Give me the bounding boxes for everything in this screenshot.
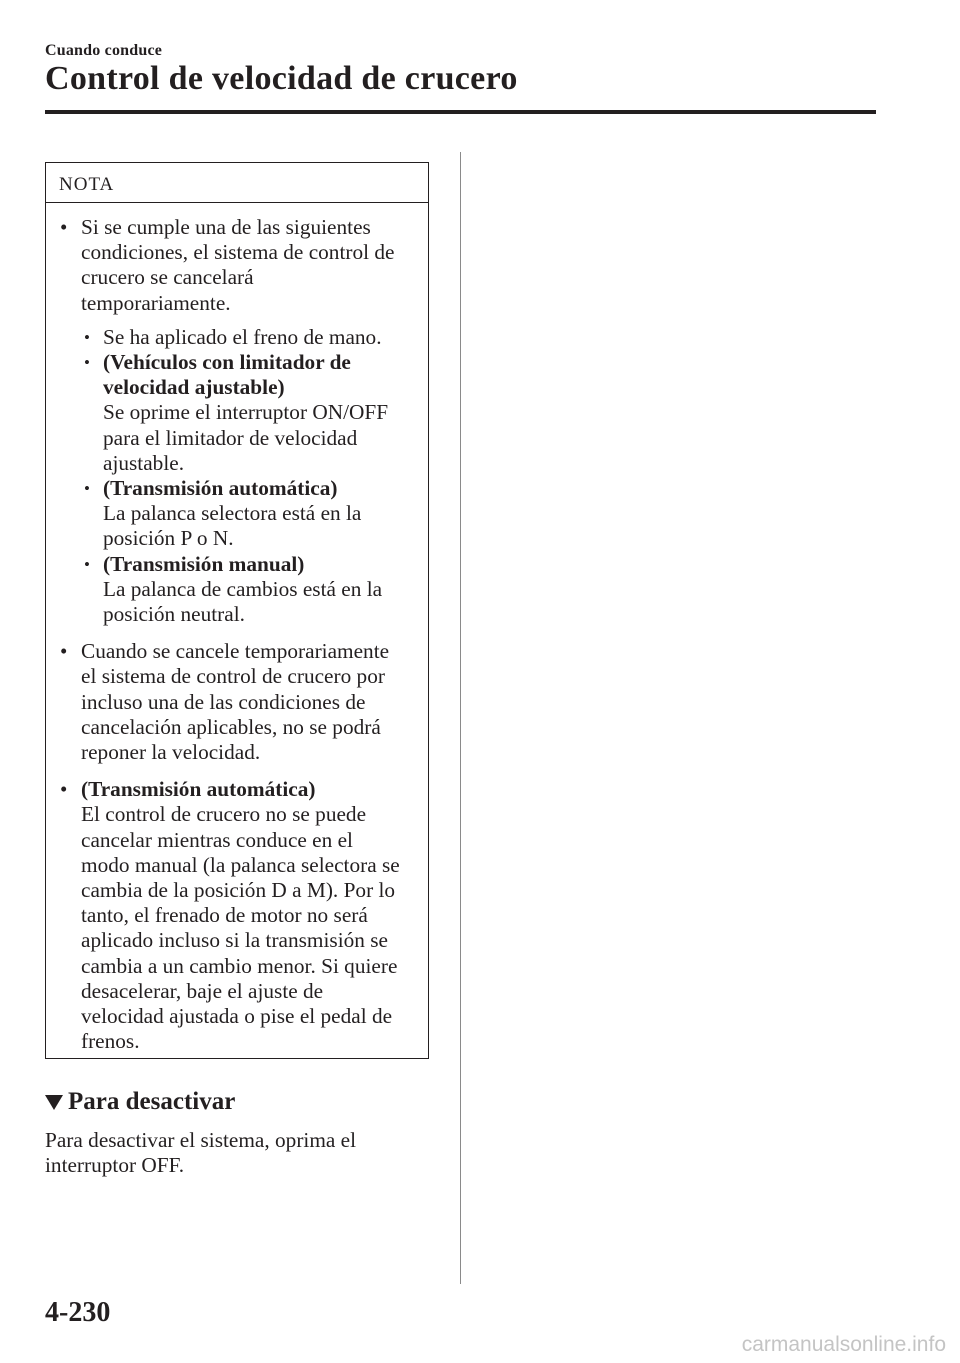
text-line: para el limitador de velocidad — [103, 425, 358, 450]
bullet-icon: • — [60, 215, 68, 239]
sub-item-1 — [81, 325, 428, 350]
sub-heading: (Vehículos con limitador de — [103, 350, 351, 375]
page-number: 4-230 — [45, 1297, 111, 1328]
text-line: ajustable. — [103, 450, 185, 475]
text-line: condiciones, el sistema de control de — [81, 240, 395, 265]
sub-heading: (Transmisión manual) — [103, 551, 305, 576]
page-title: Control de velocidad de crucero — [45, 60, 518, 97]
column-divider — [460, 152, 461, 1284]
text-line: frenos. — [81, 1029, 140, 1054]
bullet-icon: • — [60, 777, 68, 802]
text-line: tanto, el frenado de motor no será — [81, 903, 368, 928]
section-heading — [45, 1088, 235, 1116]
sub-heading: velocidad ajustable) — [103, 375, 285, 400]
sub-item-3 — [81, 476, 428, 552]
text-line: incluso una de las condiciones de — [81, 689, 366, 714]
note-item-2 — [59, 639, 428, 765]
text-line: cancelación aplicables, no se podrá — [81, 714, 381, 739]
sub-heading: (Transmisión automática) — [81, 777, 316, 802]
text-line: La palanca selectora está en la — [103, 501, 362, 526]
small-bullet-icon: • — [84, 353, 90, 373]
down-triangle-icon — [45, 1095, 63, 1110]
text-line: La palanca de cambios está en la — [103, 576, 383, 601]
watermark: carmanualsonline.info — [741, 1333, 946, 1356]
text-line: cambia a un cambio menor. Si quiere — [81, 953, 398, 978]
sub-list — [81, 325, 428, 627]
sub-heading: (Transmisión automática) — [103, 476, 338, 501]
sub-item-2 — [81, 350, 428, 476]
text-line: crucero se cancelará — [81, 265, 254, 290]
text-line: temporariamente. — [81, 290, 231, 315]
section-heading-text: Para desactivar — [68, 1088, 236, 1115]
text-line: El control de crucero no se puede — [81, 802, 367, 827]
text-line: Se oprime el interruptor ON/OFF — [103, 400, 389, 425]
title-rule — [45, 110, 876, 114]
text-line: cancelar mientras conduce en el — [81, 827, 353, 852]
note-header: NOTA — [46, 163, 428, 203]
small-bullet-icon: • — [84, 327, 90, 347]
text-line: reponer la velocidad. — [81, 740, 261, 765]
small-bullet-icon: • — [84, 554, 90, 574]
text-line: Para desactivar el sistema, oprima el — [45, 1128, 357, 1152]
bullet-icon: • — [60, 639, 68, 664]
text-line: interruptor OFF. — [45, 1153, 185, 1178]
text-line: el sistema de control de crucero por — [81, 664, 385, 689]
text-line: cambia de la posición D a M). Por lo — [81, 878, 396, 903]
note-item-1-text — [81, 215, 428, 316]
section-paragraph — [45, 1128, 445, 1178]
text-line: posición neutral. — [103, 602, 245, 627]
text-line: Si se cumple una de las siguientes — [81, 215, 371, 239]
text-line: posición P o N. — [103, 526, 234, 551]
text-line: desacelerar, baje el ajuste de — [81, 978, 324, 1003]
text-line: modo manual (la palanca selectora se — [81, 852, 400, 877]
text-line: Cuando se cancele temporariamente — [81, 639, 390, 664]
note-item-3 — [59, 777, 428, 1054]
small-bullet-icon: • — [84, 479, 90, 499]
section-label: Cuando conduce — [45, 42, 163, 59]
note-box — [45, 162, 429, 1059]
note-item-1 — [59, 215, 428, 627]
text-line: aplicado incluso si la transmisión se — [81, 928, 388, 953]
text-line: velocidad ajustada o pise el pedal de — [81, 1004, 393, 1029]
sub-item-4 — [81, 552, 428, 628]
text-line: Se ha aplicado el freno de mano. — [103, 324, 382, 349]
note-body — [46, 203, 428, 1055]
